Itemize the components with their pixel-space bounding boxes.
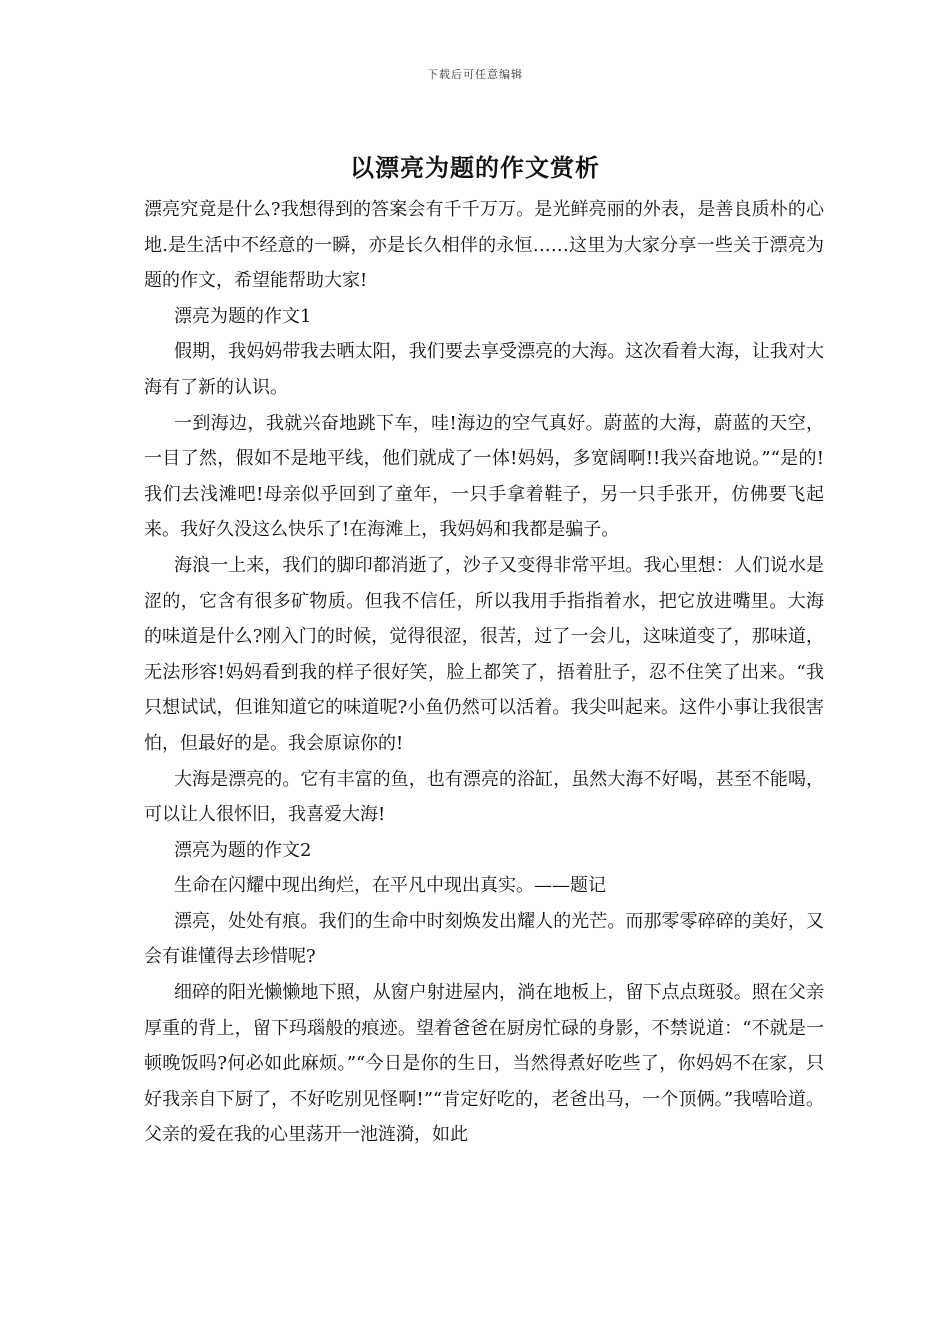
paragraph-intro: 漂亮究竟是什么?我想得到的答案会有千千万万。是光鲜亮丽的外表，是善良质朴的心地.是生活中不经意的一瞬，亦是长久相伴的永恒……这里为大家分享一些关于漂亮为题的作文，希望能帮助大家! — [144, 199, 824, 292]
section-heading-essay-1: 漂亮为题的作文1 — [174, 305, 312, 327]
paragraph: 海浪一上来，我们的脚印都消逝了，沙子又变得非常平坦。我心里想：人们说水是涩的，它含有很多矿物质。但我不信任，所以我用手指指着水，把它放进嘴里。大海的味道是什么?刚入门的时候，觉得很涩，很苦，过了一会儿，这味道变了，那味道，无法形容!妈妈看到我的样子很好笑，脸上都笑了，捂着肚子，忍不住笑了出来。“我只想试试，但谁知道它的味道呢?小鱼仍然可以活着。我尖叫起来。这件小事让我很害怕，但最好的是。我会原谅你的! — [144, 554, 824, 754]
paragraph: 一到海边，我就兴奋地跳下车，哇!海边的空气真好。蔚蓝的大海，蔚蓝的天空，一目了然，假如不是地平线，他们就成了一体!妈妈，多宽阔啊!!我兴奋地说。”“是的!我们去浅滩吧!母亲似乎回到了童年，一只手拿着鞋子，另一只手张开，仿佛要飞起来。我好久没这么快乐了!在海滩上，我妈妈和我都是骗子。 — [144, 412, 824, 541]
document-title: 以漂亮为题的作文赏析 — [350, 153, 600, 182]
header-note: 下载后可任意编辑 — [427, 68, 523, 81]
document-body — [144, 192, 824, 1153]
epigraph: 生命在闪耀中现出绚烂，在平凡中现出真实。——题记 — [174, 875, 606, 897]
paragraph: 大海是漂亮的。它有丰富的鱼，也有漂亮的浴缸，虽然大海不好喝，甚至不能喝，可以让人很怀旧，我喜爱大海! — [144, 768, 824, 826]
paragraph: 细碎的阳光懒懒地下照，从窗户射进屋内，淌在地板上，留下点点斑驳。照在父亲厚重的背上，留下玛瑙般的痕迹。望着爸爸在厨房忙碌的身影，不禁说道：“不就是一顿晚饭吗?何必如此麻烦。”“今日是你的生日，当然得煮好吃些了，你妈妈不在家，只好我亲自下厨了，不好吃别见怪啊!”“肯定好吃的，老爸出马，一个顶俩。”我嘻哈道。父亲的爱在我的心里荡开一池涟漪，如此 — [144, 982, 824, 1146]
section-heading-essay-2: 漂亮为题的作文2 — [174, 839, 312, 861]
paragraph: 假期，我妈妈带我去晒太阳，我们要去享受漂亮的大海。这次看着大海，让我对大海有了新的认识。 — [144, 341, 824, 398]
paragraph: 漂亮，处处有痕。我们的生命中时刻焕发出耀人的光芒。而那零零碎碎的美好，又会有谁懂得去珍惜呢? — [144, 910, 824, 968]
